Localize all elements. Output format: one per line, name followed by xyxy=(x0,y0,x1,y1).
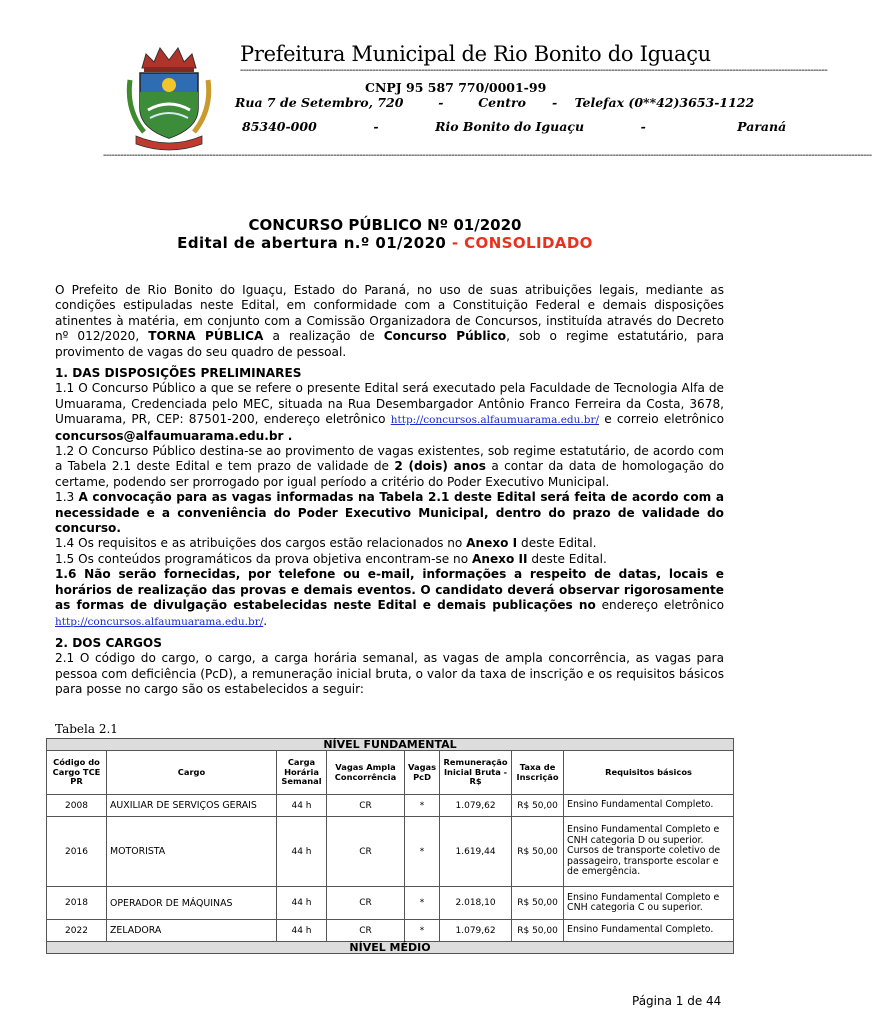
cell-remuneracao: 1.079,62 xyxy=(440,920,512,942)
level-row xyxy=(47,942,734,954)
item-1-6-text: 1.6 Não serão fornecidas, por telefone ou e-mail, informações a respeito de datas, locais e horários de realização das provas e demais eventos. O candidato deverá observar rigorosamente as formas de divulgação estabelecidas neste Edital e demais publicações no xyxy=(55,567,724,613)
item-1-4-text: 1.4 Os requisitos e as atribuições dos cargos estão relacionados no xyxy=(55,536,463,551)
cell-ampla: CR xyxy=(327,817,405,887)
item-1-4 xyxy=(55,536,724,551)
cell-codigo: 2022 xyxy=(47,920,107,942)
item-1-6 xyxy=(55,567,724,630)
header-cargo: Cargo xyxy=(107,751,277,795)
cnpj: CNPJ 95 587 770/0001-99 xyxy=(365,80,547,95)
cell-requisitos: Ensino Fundamental Completo e CNH categoria D ou superior. Cursos de transporte coletivo de passageiro, transporte escolar e de emergência. xyxy=(564,817,734,887)
cell-carga: 44 h xyxy=(277,887,327,920)
header-requisitos: Requisitos básicos xyxy=(564,751,734,795)
validity-period: 2 (dois) anos xyxy=(394,459,486,474)
item-1-5-text-2: deste Edital. xyxy=(531,551,607,566)
item-1-3 xyxy=(55,490,724,536)
table-caption: Tabela 2.1 xyxy=(55,722,118,736)
edital-title xyxy=(0,234,770,252)
table-row xyxy=(47,887,734,920)
cell-pcd: * xyxy=(405,887,440,920)
cell-carga: 44 h xyxy=(277,920,327,942)
contest-link-2[interactable]: http://concursos.alfaumuarama.edu.br/ xyxy=(55,615,264,628)
header-carga: Carga Horária Semanal xyxy=(277,751,327,795)
cep-line: 85340-000 - Rio Bonito do Iguaçu - Paraná xyxy=(242,119,787,134)
cell-pcd: * xyxy=(405,795,440,817)
cell-cargo: ZELADORA xyxy=(107,920,277,942)
edital-number: Edital de abertura n.º 01/2020 xyxy=(177,234,447,252)
item-1-2 xyxy=(55,444,724,490)
header-taxa: Taxa de Inscrição xyxy=(512,751,564,795)
positions-table xyxy=(46,738,734,954)
header-codigo: Código do Cargo TCE PR xyxy=(47,751,107,795)
municipal-coat-of-arms-icon xyxy=(122,40,216,152)
header-remuneracao: Remuneração Inicial Bruta - R$ xyxy=(440,751,512,795)
item-1-5 xyxy=(55,552,724,567)
cell-remuneracao: 1.079,62 xyxy=(440,795,512,817)
header-pcd: Vagas PcD xyxy=(405,751,440,795)
municipality-title: Prefeitura Municipal de Rio Bonito do Iguaçu xyxy=(240,42,711,66)
annex-1: Anexo I xyxy=(466,536,518,551)
item-1-5-text: 1.5 Os conteúdos programáticos da prova objetiva encontram-se no xyxy=(55,551,469,566)
section-2-heading: 2. DOS CARGOS xyxy=(55,636,162,650)
level-fundamental: NÍVEL FUNDAMENTAL xyxy=(47,739,734,751)
cell-codigo: 2008 xyxy=(47,795,107,817)
table-header-row xyxy=(47,751,734,795)
contact-email: concursos@alfaumuarama.edu.br . xyxy=(55,428,293,443)
cell-taxa: R$ 50,00 xyxy=(512,887,564,920)
section-1 xyxy=(55,366,724,630)
cell-cargo: MOTORISTA xyxy=(107,817,277,887)
intro-paragraph xyxy=(55,283,724,360)
header-ampla: Vagas Ampla Concorrência xyxy=(327,751,405,795)
cell-taxa: R$ 50,00 xyxy=(512,920,564,942)
cell-ampla: CR xyxy=(327,795,405,817)
cell-codigo: 2016 xyxy=(47,817,107,887)
cell-cargo: AUXILIAR DE SERVIÇOS GERAIS xyxy=(107,795,277,817)
table-row xyxy=(47,920,734,942)
intro-bold-2: Concurso Público xyxy=(383,329,507,344)
cell-requisitos: Ensino Fundamental Completo. xyxy=(564,795,734,817)
item-2-1: 2.1 O código do cargo, o cargo, a carga horária semanal, as vagas de ampla concorrência, as vagas para pessoa com deficiência (PcD), a remuneração inicial bruta, o valor da taxa de inscrição e os requisitos básicos para posse no cargo são os estabelecidos a seguir: xyxy=(55,651,724,697)
item-1-1-text-2: e correio eletrônico xyxy=(604,412,724,427)
contest-title: CONCURSO PÚBLICO Nº 01/2020 xyxy=(248,216,522,234)
cell-taxa: R$ 50,00 xyxy=(512,817,564,887)
item-1-6-end: . xyxy=(263,613,268,628)
cell-requisitos: Ensino Fundamental Completo. xyxy=(564,920,734,942)
cell-remuneracao: 1.619,44 xyxy=(440,817,512,887)
contest-link[interactable]: http://concursos.alfaumuarama.edu.br/ xyxy=(390,414,600,427)
annex-2: Anexo II xyxy=(471,551,528,566)
address-line: Rua 7 de Setembro, 720 - Centro - Telefax (0**42)3653-1122 xyxy=(235,95,755,110)
cell-requisitos: Ensino Fundamental Completo e CNH categoria C ou superior. xyxy=(564,887,734,920)
intro-text-2: a realização de xyxy=(272,329,375,344)
header-bottom-divider: --------------------------------------------------------------------------------------------------------------------------------------------------------------------------------------------------------------------------------------------------------------------------- xyxy=(103,150,872,161)
item-1-2-text: 1.2 O Concurso Público destina-se ao provimento de vagas existentes, sob regime estatutário, de acordo com a Tabela 2.1 deste Edital e tem prazo de validade de xyxy=(55,444,724,474)
item-1-6-text-2: endereço eletrônico xyxy=(601,598,724,613)
consolidado-label: - CONSOLIDADO xyxy=(451,234,593,252)
item-1-2-text-2: a contar da data de homologação do certame, podendo ser prorrogado por igual período a critério do Poder Executivo Municipal. xyxy=(55,459,724,489)
intro-bold: TORNA PÚBLICA xyxy=(148,329,264,344)
level-medio: NÍVEL MÉDIO xyxy=(47,942,734,954)
item-1-1 xyxy=(55,381,724,444)
item-1-4-text-2: deste Edital. xyxy=(521,536,597,551)
intro-text-3: , sob o regime estatutário, para provimento de vagas do seu quadro de pessoal. xyxy=(55,329,724,359)
table-row xyxy=(47,795,734,817)
cell-ampla: CR xyxy=(327,920,405,942)
table-row xyxy=(47,817,734,887)
cell-ampla: CR xyxy=(327,887,405,920)
section-2 xyxy=(55,636,724,698)
page-number: Página 1 de 44 xyxy=(632,994,722,1008)
cell-carga: 44 h xyxy=(277,795,327,817)
item-1-3-number: 1.3 xyxy=(55,490,75,505)
cell-remuneracao: 2.018,10 xyxy=(440,887,512,920)
cell-codigo: 2018 xyxy=(47,887,107,920)
item-1-3-text: A convocação para as vagas informadas na Tabela 2.1 deste Edital será feita de acordo com a necessidade e a conveniência do Poder Executivo Municipal, dentro do prazo de validade do concurso. xyxy=(55,490,724,536)
cell-taxa: R$ 50,00 xyxy=(512,795,564,817)
level-row xyxy=(47,739,734,751)
header-divider: ------------------------------------------------------------------------------------------------------------------------------------------------------------------------------------------------------------ xyxy=(240,65,828,76)
cell-pcd: * xyxy=(405,920,440,942)
section-1-heading: 1. DAS DISPOSIÇÕES PRELIMINARES xyxy=(55,366,302,380)
item-1-1-text: 1.1 O Concurso Público a que se refere o presente Edital será executado pela Faculdade de Tecnologia Alfa de Umuarama, Credenciada pelo MEC, situada na Rua Desembargador Antônio Franco Ferreira da Costa, 3678, Umuarama, PR, CEP: 87501-200, endereço eletrônico xyxy=(55,381,724,427)
intro-text: O Prefeito de Rio Bonito do Iguaçu, Estado do Paraná, no uso de suas atribuições legais, mediante as condições estipuladas neste Edital, em conformidade com a Constituição Federal e demais disposições atinentes à matéria, em conjunto com a Comissão Organizadora de Concursos, instituída através do Decreto nº 012/2020, xyxy=(55,283,724,344)
cell-pcd: * xyxy=(405,817,440,887)
cell-carga: 44 h xyxy=(277,817,327,887)
cell-cargo: OPERADOR DE MÁQUINAS xyxy=(107,887,277,920)
